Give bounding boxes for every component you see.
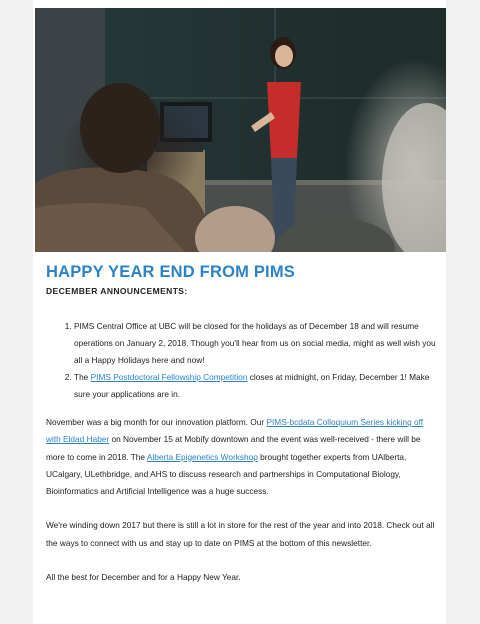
paragraph-text: brought together experts from UAlberta, UCalgary, ULethbridge, and AHS to discuss research and partnerships in Computational Biology, Bioinformatics and Artificial Intelligence was a huge success.: [46, 451, 407, 497]
list-item: [74, 318, 436, 369]
paragraph-winding-down: We're winding down 2017 but there is still a lot in store for the rest of the year and into 2018. Check out all the ways to connect with us and stay up to date on PIMS at the bottom of this newsletter.: [46, 520, 435, 548]
announcement-list: [46, 318, 436, 403]
newsletter-card: [33, 0, 446, 624]
announcement-text: PIMS Central Office at UBC will be closed for the holidays as of December 18 and will resume operations on January 2, 2018. Though you'll hear from us on social media, might as well wish you all a Happy Holidays here and now!: [74, 321, 436, 365]
fellowship-competition-link[interactable]: PIMS Postdoctoral Fellowship Competition: [90, 372, 248, 382]
list-item: [74, 369, 436, 403]
paragraph-closing: All the best for December and for a Happy New Year.: [46, 572, 241, 583]
colloquium-series-link[interactable]: PIMS-bcdata Colloquium Series kicking off with Eldad Haber: [46, 417, 424, 445]
announcement-text: The: [74, 372, 91, 382]
paragraph-november: [46, 414, 436, 500]
newsletter-content: [46, 262, 436, 586]
epigenetics-workshop-link[interactable]: Alberta Epigenetics Workshop: [146, 451, 258, 462]
headline: HAPPY YEAR END FROM PIMS: [46, 263, 295, 281]
hero-photo: [35, 8, 446, 252]
paragraph-text: November was a big month for our innovation platform. Our: [46, 417, 267, 427]
paragraph-text: on November 15 at Mobify downtown and the event was well-received - there will be more to come in 2018. The: [46, 434, 421, 462]
announcement-text: closes at midnight, on Friday, December 1! Make sure your applications are in.: [74, 372, 430, 399]
section-subhead: DECEMBER ANNOUNCEMENTS:: [46, 286, 188, 296]
